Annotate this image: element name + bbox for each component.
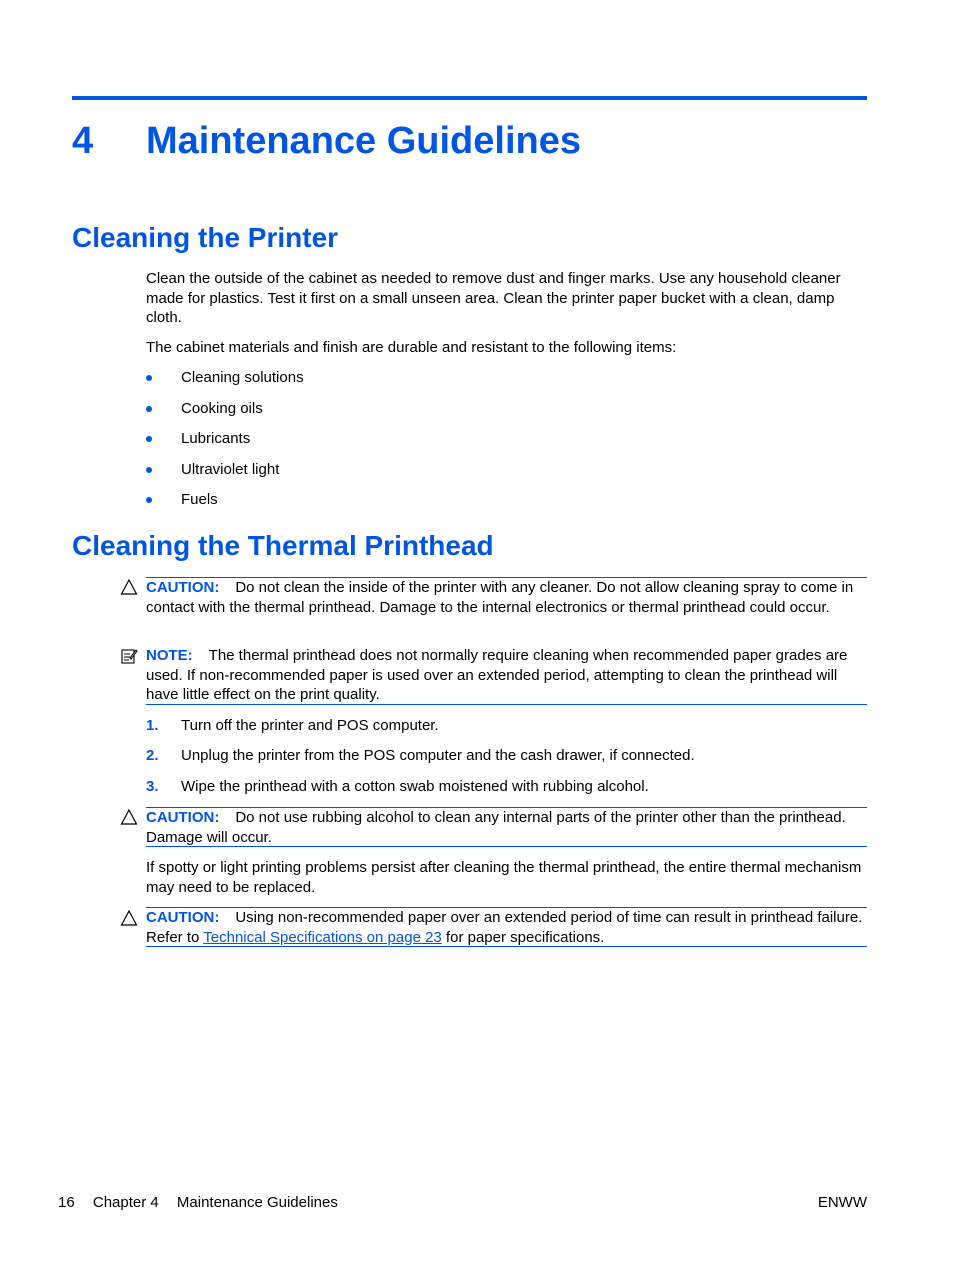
caution-text: Do not clean the inside of the printer with any cleaner. Do not allow cleaning spray to come in contact with the thermal printhead. Damage to the internal electronics or thermal printhead could occur. (146, 579, 854, 616)
page-footer (58, 1194, 352, 1211)
note-box (146, 646, 867, 705)
caution-text-end: for paper specifications. (441, 928, 605, 946)
step-text: Turn off the printer and POS computer. (181, 717, 439, 734)
footer-chapter: Chapter 4 (92, 1194, 159, 1211)
chapter-heading: Maintenance Guidelines (146, 120, 581, 162)
chapter-rule (72, 96, 867, 100)
caution-text: Using non-recommended paper over an extended period of time can result in printhead failure. Refer to (146, 909, 863, 946)
bullet-icon (146, 375, 152, 381)
section-heading-cleaning-printhead: Cleaning the Thermal Printhead (72, 530, 494, 561)
caution-triangle-icon (120, 578, 138, 596)
note-label: NOTE: (146, 647, 193, 664)
caution-triangle-icon (120, 808, 138, 826)
bullet-icon (146, 467, 152, 473)
step-text: Unplug the printer from the POS computer and the cash drawer, if connected. (181, 747, 695, 764)
paragraph-resistant-items: The cabinet materials and finish are durable and resistant to the following items: (146, 339, 677, 356)
caution-text: Do not use rubbing alcohol to clean any internal parts of the printer other than the printhead. Damage will occur. (146, 809, 846, 846)
step-text: Wipe the printhead with a cotton swab moistened with rubbing alcohol. (181, 778, 649, 795)
bullet-icon (146, 406, 152, 412)
bullet-icon (146, 436, 152, 442)
caution-label: CAUTION: (146, 579, 220, 596)
note-pencil-icon (120, 647, 138, 665)
bullet-icon (146, 497, 152, 503)
document-page: 4 Maintenance Guidelines Cleaning the Printer Clean the outside of the cabinet as needed to remove dust and finger marks. Use any household cleaner made for plastics. Test it first on a small unseen area. Clean the printer paper bucket with a clean, damp cloth. The cabinet materials and finish are durable and resistant to the following items: Cleaning solutions Cooking oils Lubricants Ultraviolet light Fuels Cleaning the Thermal Printhead CAUTION: Do not clean the inside of the printer with any cleaner. Do not allow cleaning spray to come in contact with the thermal printhead. Damage to the internal electronics or thermal printhead could occur. NOTE: The thermal printhead does not normally require cleaning when recommended paper grades are used. If non-recommended paper is used over an extended period, attempting to clean the printhead will have little effect on the print quality. 1. Turn off the printer and POS computer. 2. Unplug the printer from the POS computer and the cash drawer, if connected. 3. Wipe the printhead with a cotton swab moistened with rubbing alcohol. CAUTION: Do not use rubbing alcohol to clean any internal parts of the printer other than the printhead. Damage will occur. If spotty or light printing problems persist after cleaning the thermal printhead, the entire thermal mechanism may need to be replaced. CAUTION: Using non-recommended paper over an extended period of time can result in printhead failure. Refer to Technical Specifications on page 23 for paper specifications. 16 Chapter 4 Maintenance Guidelines ENWW (0, 0, 954, 1270)
paragraph-replace-mechanism: If spotty or light printing problems persist after cleaning the thermal printhead, the entire thermal mechanism may need to be replaced. (146, 859, 862, 896)
chapter-number: 4 (72, 120, 94, 162)
caution-label: CAUTION: (146, 909, 220, 926)
footer-title: Maintenance Guidelines (176, 1194, 338, 1211)
technical-specifications-link[interactable]: Technical Specifications on page 23 (203, 928, 442, 946)
footer-code: ENWW (817, 1194, 867, 1211)
caution-label: CAUTION: (146, 809, 220, 826)
note-text: The thermal printhead does not normally require cleaning when recommended paper grades are used. If non-recommended paper is used over an extended period, attempting to clean the printhead will have little effect on the print quality. (146, 647, 848, 703)
section-heading-cleaning-printer: Cleaning the Printer (72, 222, 339, 253)
caution-box (146, 577, 867, 637)
step-number: 3. (146, 778, 159, 795)
paragraph-cleaning-instructions: Clean the outside of the cabinet as needed to remove dust and finger marks. Use any household cleaner made for plastics. Test it first on a small unseen area. Clean the printer paper bucket with a clean, damp cloth. (146, 270, 841, 326)
step-number: 2. (146, 747, 159, 764)
caution-box (146, 807, 867, 847)
page-number: 16 (58, 1194, 75, 1211)
caution-box (146, 907, 867, 947)
step-number: 1. (146, 717, 159, 734)
caution-triangle-icon (120, 909, 138, 927)
